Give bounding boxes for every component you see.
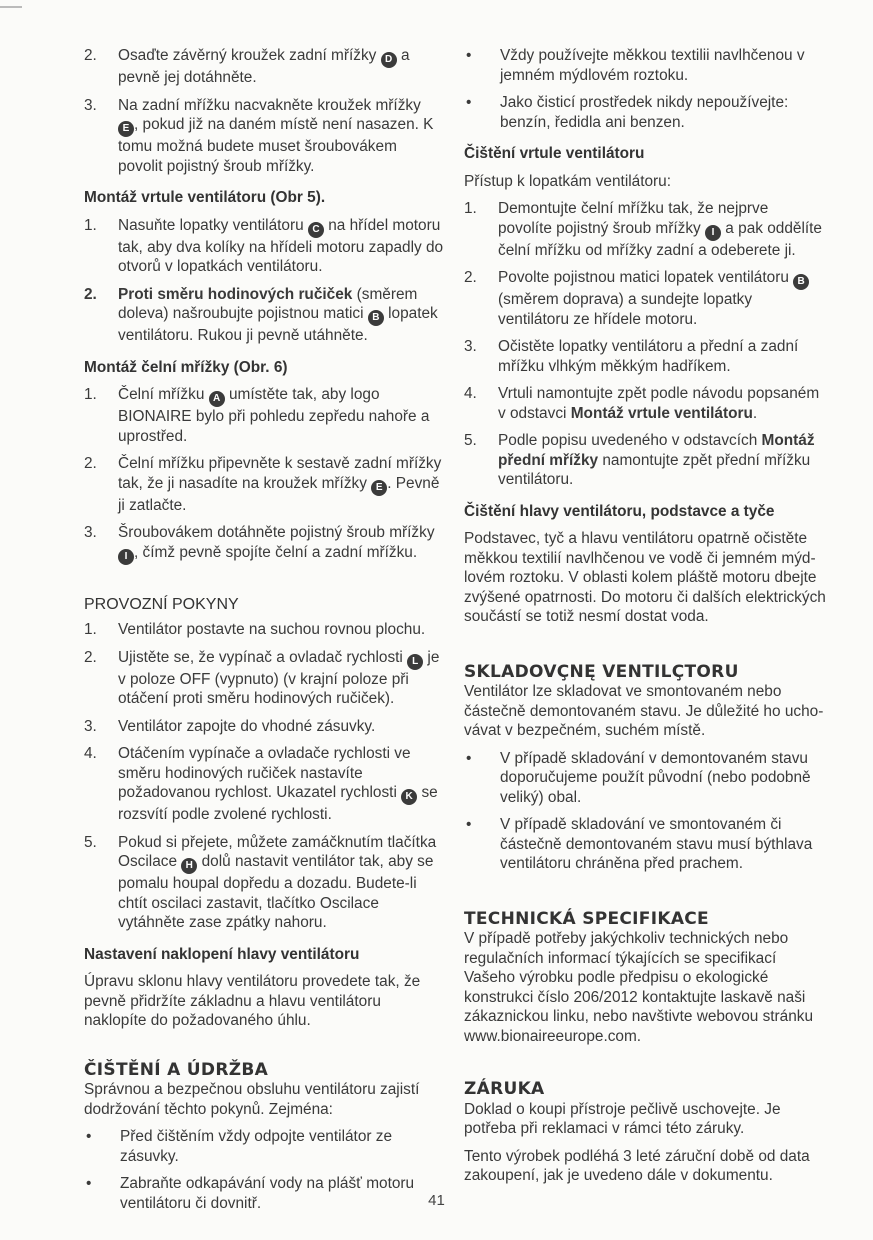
part-i-icon: I	[705, 225, 721, 241]
bullet-item: • V případě skladování ve smontovaném či částečně demontovaném stavu musí býthlava ventilátoru chráněna před prachem.	[466, 816, 813, 872]
part-l-icon: L	[407, 654, 423, 670]
part-e-icon: E	[371, 480, 387, 496]
part-b-icon: B	[368, 310, 384, 326]
section-heading: Montáž vrtule ventilátoru (Obr 5).	[84, 189, 326, 206]
section-heading: Montáž čelní mřížky (Obr. 6)	[84, 358, 288, 376]
list-item: 3. Ventilátor zapojte do vhodné zásuvky.	[84, 717, 376, 735]
paragraph: V případě potřeby jakýchkoliv technických nebo regulačních informací týkajících se specifikací Vašeho výrobku podle předpisu o ekologické konstrukci číslo 206/2012 kontaktujte laskavě naši zákaznickou linku, nebo navštivte webovou stránku www.bionaireeurope.com.	[464, 930, 814, 1045]
section-heading: SKLADOVÇNĘ VENTILÇTORU	[464, 661, 739, 682]
paragraph: Podstavec, tyč a hlavu ventilátoru opatrně očistěte měkkou textilií navlhčenou ve vodě či jemném mýd-lovém roztoku. V oblasti kolem pláště motoru dbejte zvýšené opatrnosti. Do motoru či dalších elektrických součástí se totiž nesmí dostat voda.	[464, 530, 826, 625]
list-item: 4. Otáčením vypínače a ovladače rychlosti ve směru hodinových ručiček nastavíte požadovanou rychlost. Ukazatel rychlosti K se rozsvítí podle zvolené rychlosti.	[84, 745, 438, 823]
section-heading: Čištění hlavy ventilátoru, podstavce a tyče	[464, 502, 775, 520]
scan-corner-mark	[0, 6, 22, 8]
list-item: 1. Nasuňte lopatky ventilátoru C na hřídel motoru tak, aby dva kolíky na hřídeli motoru zapadly do otvorů v lopatkách ventilátoru.	[84, 216, 444, 275]
list-item: 2. Proti směru hodinových ručiček (směrem doleva) našroubujte pojistnou matici B lopatek ventilátoru. Rukou ji pevně utáhněte.	[84, 285, 438, 344]
bullet-item: • Jako čisticí prostředek nikdy nepoužívejte: benzín, ředidla ani benzen.	[466, 94, 789, 131]
paragraph: Ventilátor lze skladovat ve smontovaném nebo částečně demontovaném stavu. Je důležité ho ucho-vávat v bezpečném, suchém místě.	[464, 683, 824, 739]
section-heading: Nastavení naklopení hlavy ventilátoru	[84, 945, 360, 963]
list-item: 3. Na zadní mřížku nacvakněte kroužek mřížky E , pokud již na daném místě není nasazen. K tomu možná budete muset šroubovákem povolit pojistný šroub mřížky.	[84, 96, 434, 175]
list-item: 1. Ventilátor postavte na suchou rovnou plochu.	[84, 621, 426, 638]
right-column	[464, 46, 826, 1194]
bullet-item: • Zabraňte odkapávání vody na plášť motoru ventilátoru či dovnitř.	[86, 1175, 415, 1212]
list-item: 4. Vrtuli namontujte zpět podle návodu popsaném v odstavci Montáž vrtule ventilátoru.	[464, 385, 820, 422]
list-item: 2. Osaďte závěrný kroužek zadní mřížky D a pevně jej dotáhněte.	[84, 47, 410, 86]
part-c-icon: C	[308, 222, 324, 238]
part-d-icon: D	[381, 52, 397, 68]
part-h-icon: H	[181, 858, 197, 874]
paragraph: Doklad o koupi přístroje pečlivě uschovejte. Je potřeba při reklamaci v rámci této záruky.	[464, 1100, 781, 1137]
list-item: 1. Čelní mřížku A umístěte tak, aby logo BIONAIRE bylo při pohledu zepředu nahoře a uprostřed.	[84, 386, 430, 445]
paragraph: Přístup k lopatkám ventilátoru:	[464, 172, 672, 190]
paragraph: Tento výrobek podléhá 3 leté záruční době od data zakoupení, jak je uvedeno dále v dokumentu.	[464, 1147, 810, 1184]
section-heading: ČIŠTĚNÍ A ÚDRŽBA	[84, 1059, 269, 1080]
list-item: 3. Očistěte lopatky ventilátoru a přední a zadní mřížku vlhkým měkkým hadříkem.	[464, 338, 799, 375]
list-item: 3. Šroubovákem dotáhněte pojistný šroub mřížky I , čímž pevně spojíte čelní a zadní mřížku.	[84, 523, 444, 565]
list-item: 2. Povolte pojistnou matici lopatek ventilátoru B (směrem doprava) a sundejte lopatky ventilátoru ze hřídele motoru.	[464, 268, 826, 329]
list-item: 2. Čelní mřížku připevněte k sestavě zadní mřížky tak, že ji nasadíte na kroužek mřížky E . Pevně ji zatlačte.	[84, 455, 442, 514]
section-heading: ZÁRUKA	[464, 1079, 545, 1099]
paragraph: Správnou a bezpečnou obsluhu ventilátoru zajistí dodržování těchto pokynů. Zejména:	[84, 1081, 420, 1118]
section-heading: PROVOZNÍ POKYNY	[84, 595, 239, 613]
part-a-icon: A	[209, 391, 225, 407]
bullet-item: • V případě skladování v demontovaném stavu doporučujeme použít původní (nebo podobně veliký) obal.	[466, 749, 811, 806]
list-item: 5. Pokud si přejete, můžete zamáčknutím tlačítka Oscilace H dolů nastavit ventilátor tak, aby se pomalu houpal dopředu a dozadu. Budete-li chtít oscilaci zastavit, tlačítko Oscilace vytáhněte zase zpátky nahoru.	[84, 833, 437, 931]
list-item: 2. Ujistěte se, že vypínač a ovladač rychlosti L je v poloze OFF (vypnuto) (v krajní poloze při otáčení proti směru hodinových ručiček).	[84, 648, 440, 707]
page-number: 41	[428, 1192, 445, 1209]
list-item: 1. Demontujte čelní mřížku tak, že nejprve povolíte pojistný šroub mřížky I a pak oddělíte čelní mřížku od mřížky zadní a odeberete ji.	[464, 200, 822, 259]
bullet-item: • Před čištěním vždy odpojte ventilátor ze zásuvky.	[86, 1128, 393, 1165]
part-k-icon: K	[401, 789, 417, 805]
bullet-item: • Vždy používejte měkkou textilii navlhčenou v jemném mýdlovém roztoku.	[466, 47, 805, 84]
part-e-icon: E	[118, 121, 134, 137]
part-b-icon: B	[793, 274, 809, 290]
list-item: 5. Podle popisu uvedeného v odstavcích Montáž přední mřížky namontujte zpět přední mřížku ventilátoru.	[464, 432, 815, 488]
section-heading: Čištění vrtule ventilátoru	[464, 145, 645, 162]
paragraph: Úpravu sklonu hlavy ventilátoru provedete tak, že pevně přidržíte základnu a hlavu ventilátoru naklopíte do požadovaného úhlu.	[84, 973, 421, 1029]
part-i-icon: I	[118, 549, 134, 565]
left-column	[84, 46, 444, 1221]
section-heading: TECHNICKÁ SPECIFIKACE	[464, 908, 709, 929]
